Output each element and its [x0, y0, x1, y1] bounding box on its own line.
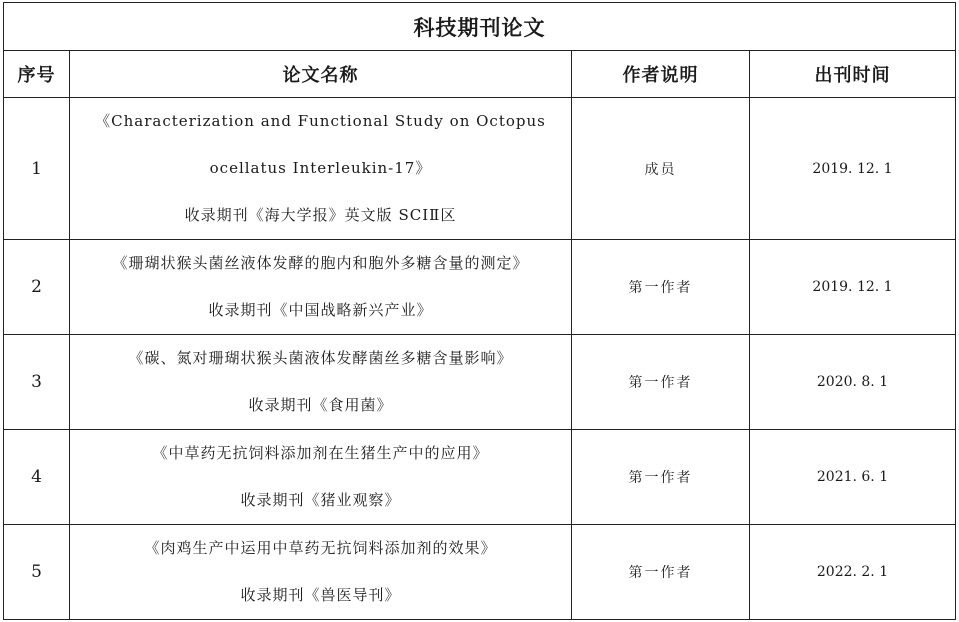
table-row [4, 335, 956, 430]
paper-cell [70, 430, 572, 525]
header-paper: 论文名称 [70, 51, 572, 98]
paper-title-line: 《Characterization and Functional Study on Octopus [95, 112, 546, 130]
paper-title-line: ocellatus Interleukin-17》 [209, 159, 432, 177]
table-title: 科技期刊论文 [4, 3, 956, 51]
table-row [4, 525, 956, 620]
paper-title-line: 《中草药无抗饲料添加剂在生猪生产中的应用》 [152, 444, 489, 462]
table-row [4, 240, 956, 335]
paper-cell [70, 98, 572, 240]
header-date: 出刊时间 [750, 51, 956, 98]
publish-date: 2020. 8. 1 [750, 335, 956, 430]
author-role: 第一作者 [572, 240, 750, 335]
row-number: 4 [4, 430, 70, 525]
header-no: 序号 [4, 51, 70, 98]
publish-date: 2021. 6. 1 [750, 430, 956, 525]
header-role: 作者说明 [572, 51, 750, 98]
row-number: 2 [4, 240, 70, 335]
author-role: 第一作者 [572, 335, 750, 430]
paper-cell [70, 335, 572, 430]
publish-date: 2019. 12. 1 [750, 240, 956, 335]
publish-date: 2019. 12. 1 [750, 98, 956, 240]
paper-cell [70, 240, 572, 335]
paper-title-line: 《碳、氮对珊瑚状猴头菌液体发酵菌丝多糖含量影响》 [128, 349, 513, 367]
paper-journal-line: 收录期刊《食用菌》 [248, 396, 393, 414]
row-number: 5 [4, 525, 70, 620]
paper-journal-line: 收录期刊《中国战略新兴产业》 [208, 301, 433, 319]
paper-journal-line: 收录期刊《猪业观察》 [240, 491, 401, 509]
paper-title-line: 《肉鸡生产中运用中草药无抗饲料添加剂的效果》 [144, 539, 497, 557]
table-header-row [4, 51, 956, 98]
table-row [4, 430, 956, 525]
author-role: 第一作者 [572, 430, 750, 525]
paper-journal-line: 收录期刊《兽医导刊》 [240, 586, 401, 604]
journal-papers-sheet [3, 2, 955, 618]
paper-cell [70, 525, 572, 620]
publish-date: 2022. 2. 1 [750, 525, 956, 620]
table-title-row [4, 3, 956, 51]
paper-title-line: 《珊瑚状猴头菌丝液体发酵的胞内和胞外多糖含量的测定》 [112, 254, 529, 272]
author-role: 成员 [572, 98, 750, 240]
row-number: 3 [4, 335, 70, 430]
row-number: 1 [4, 98, 70, 240]
author-role: 第一作者 [572, 525, 750, 620]
journal-papers-table [3, 2, 956, 620]
table-row [4, 98, 956, 240]
paper-journal-line: 收录期刊《海大学报》英文版 SCIⅡ区 [184, 206, 457, 224]
